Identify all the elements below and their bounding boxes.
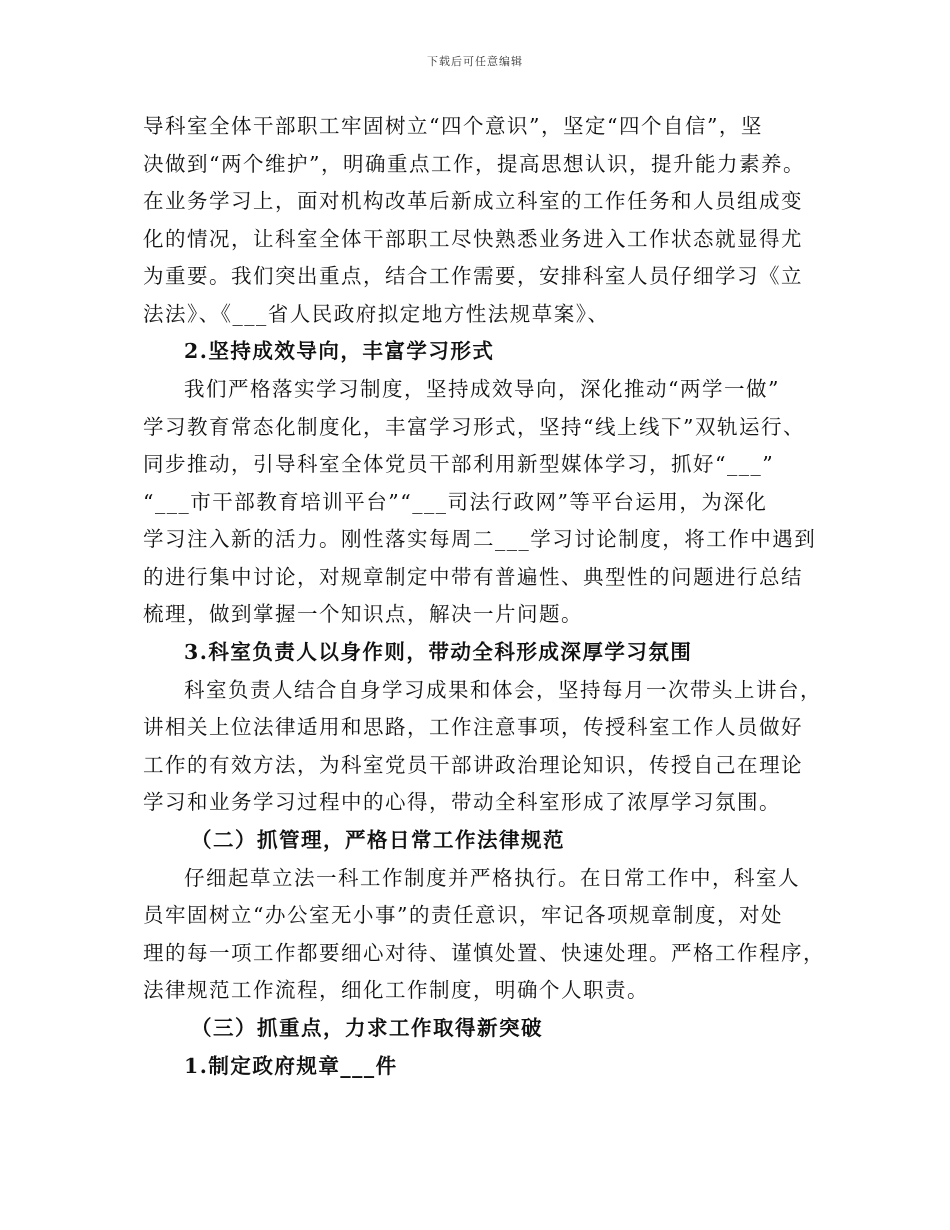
section-heading: （二）抓管理，严格日常工作法律规范 xyxy=(191,827,565,852)
section-heading: 3.科室负责人以身作则，带动全科形成深厚学习氛围 xyxy=(184,639,693,664)
body-text-line: 法律规范工作流程，细化工作制度，明确个人职责。 xyxy=(143,978,649,1002)
body-text-line: 梳理，做到掌握一个知识点，解决一片问题。 xyxy=(143,602,583,626)
body-text-line: 员牢固树立“办公室无小事”的责任意识，牢记各项规章制度，对处 xyxy=(143,903,783,927)
body-text-line: 理的每一项工作都要细心对待、谨慎处置、快速处理。严格工作程序， xyxy=(143,940,825,965)
body-text-line: 工作的有效方法，为科室党员干部讲政治理论知识，传授自己在理论 xyxy=(143,752,803,777)
document-body xyxy=(143,108,825,1086)
body-text-line: 在业务学习上，面对机构改革后新成立科室的工作任务和人员组成变 xyxy=(143,189,803,213)
body-text-line: 我们严格落实学习制度，坚持成效导向，深化推动“两学一做” xyxy=(184,377,780,401)
body-text-line: 科室负责人结合自身学习成果和体会，坚持每月一次带头上讲台， xyxy=(184,677,822,702)
body-text-line: 学习教育常态化制度化，丰富学习形式，坚持“线上线下”双轨运行、 xyxy=(143,414,805,439)
body-text-line: 为重要。我们突出重点，结合工作需要，安排科室人员仔细学习《立 xyxy=(143,264,803,288)
section-heading: 2.坚持成效导向，丰富学习形式 xyxy=(184,339,495,363)
body-text-line: 法法》、《___省人民政府拟定地方性法规草案》、 xyxy=(143,301,610,326)
section-heading: （三）抓重点，力求工作取得新突破 xyxy=(191,1015,543,1040)
body-text-line: 同步推动，引导科室全体党员干部利用新型媒体学习，抓好“___” xyxy=(143,452,775,476)
body-text-line: 导科室全体干部职工牢固树立“四个意识”，坚定“四个自信”，坚 xyxy=(143,114,763,138)
body-text-line: 的进行集中讨论，对规章制定中带有普遍性、典型性的问题进行总结 xyxy=(143,564,803,589)
body-text-line: 决做到“两个维护”，明确重点工作，提高思想认识，提升能力素养。 xyxy=(143,151,805,176)
body-text-line: 学习注入新的活力。刚性落实每周二___学习讨论制度，将工作中遇到 xyxy=(143,527,817,551)
body-text-line: 讲相关上位法律适用和思路，工作注意事项，传授科室工作人员做好 xyxy=(143,715,803,739)
body-text-line: 仔细起草立法一科工作制度并严格执行。在日常工作中，科室人 xyxy=(184,865,800,890)
body-text-line: “___市干部教育培训平台”“___司法行政网”等平台运用，为深化 xyxy=(143,489,768,514)
body-text-line: 化的情况，让科室全体干部职工尽快熟悉业务进入工作状态就显得尤 xyxy=(143,226,803,251)
section-heading: 1.制定政府规章___件 xyxy=(184,1053,398,1078)
body-text-line: 学习和业务学习过程中的心得，带动全科室形成了浓厚学习氛围。 xyxy=(143,790,781,814)
page-header: 下载后可任意编辑 xyxy=(427,55,523,68)
